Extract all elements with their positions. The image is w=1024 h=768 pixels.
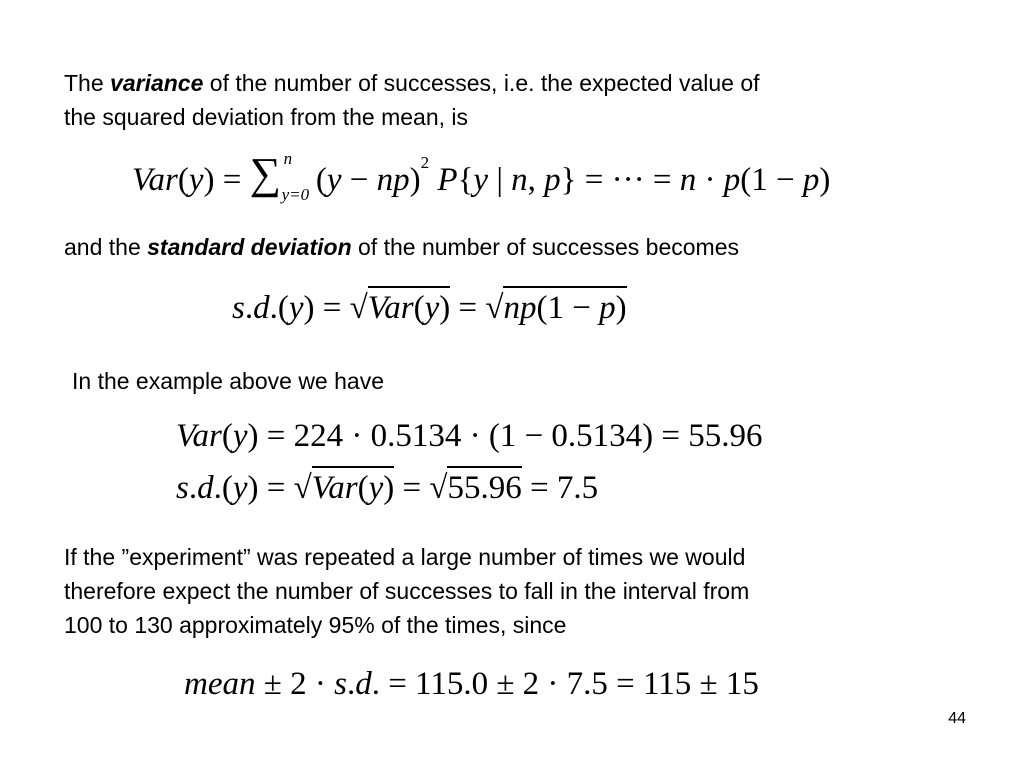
paragraph-variance-line1: The variance of the number of successes, i.e. the expected value of <box>64 70 760 96</box>
paragraph-interval-line1: If the ”experiment” was repeated a large number of times we would <box>64 544 746 570</box>
sqrt-symbol: √ <box>293 470 312 506</box>
eq-sd-lhs: s.d.(y) = <box>232 290 342 326</box>
eq-sd-root2: np(1 − p) <box>503 286 626 326</box>
sqrt-symbol: √ <box>349 290 368 326</box>
sum-lower: y=0 <box>281 185 310 204</box>
sum-upper: n <box>283 149 293 168</box>
paragraph-example: In the example above we have <box>72 368 384 394</box>
paragraph-interval-line2: therefore expect the number of successes to fall in the interval from <box>64 578 750 604</box>
eq-var-lhs: Var(y) = <box>132 162 242 198</box>
paragraph-interval-line3: 100 to 130 approximately 95% of the times, since <box>64 612 567 638</box>
equation-variance <box>132 149 831 204</box>
eq-var-rhs: = ··· = n · p(1 − p) <box>584 162 831 198</box>
eq-ex-sd-root1: Var(y) <box>312 466 395 506</box>
equation-example-sd <box>176 472 598 505</box>
eq-ex-sd-rhs: = 7.5 <box>529 470 599 506</box>
paragraph-variance <box>64 66 760 134</box>
sqrt-symbol: √ <box>485 290 504 326</box>
eq-ex-sd-root2: 55.96 <box>447 466 521 506</box>
eq-ex-sd-eq: = <box>402 470 422 506</box>
equation-sd <box>232 292 627 325</box>
equation-example-var: Var(y) = 224 · 0.5134 · (1 − 0.5134) = 55.96 <box>176 418 763 454</box>
term-standard-deviation: standard deviation <box>147 234 352 260</box>
eq-var-body: (y − np) <box>315 162 421 198</box>
paragraph-interval <box>64 540 749 642</box>
eq-ex-sd-lhs: s.d.(y) = <box>176 470 286 506</box>
eq-sd-root1: Var(y) <box>368 286 451 326</box>
eq-var-prob: P{y | n, p} <box>437 162 577 198</box>
eq-var-exp: 2 <box>420 153 430 172</box>
term-variance: variance <box>110 70 204 96</box>
page-number: 44 <box>948 710 966 727</box>
sigma-symbol: ∑ <box>249 149 281 198</box>
summation <box>249 149 310 204</box>
equation-mean: mean ± 2 · s.d. = 115.0 ± 2 · 7.5 = 115 ± 15 <box>184 666 759 702</box>
paragraph-sd: and the standard deviation of the number of successes becomes <box>64 234 739 260</box>
paragraph-variance-line2: the squared deviation from the mean, is <box>64 104 469 130</box>
eq-sd-eq: = <box>458 290 478 326</box>
sqrt-symbol: √ <box>429 470 448 506</box>
